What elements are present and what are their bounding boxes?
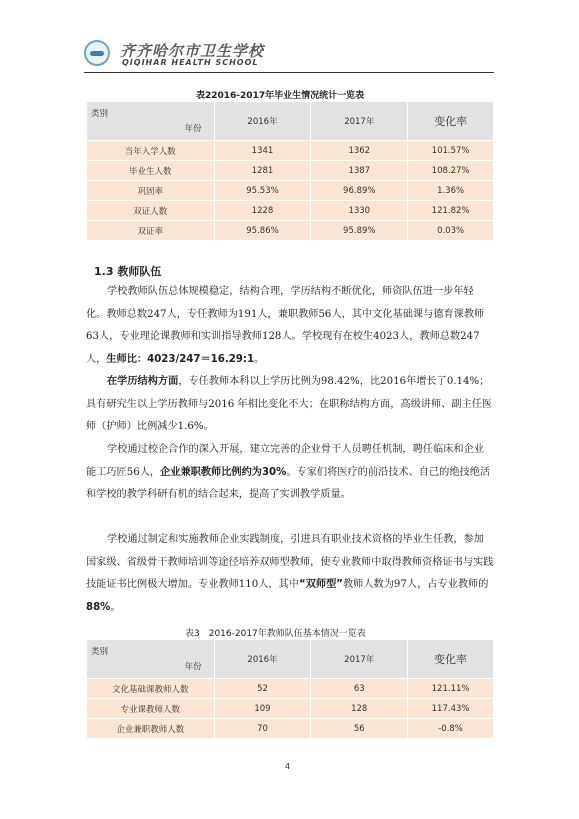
cell-2016: 95.86% [214,221,311,241]
school-name-cn: 齐齐哈尔市卫生学校 [120,42,265,60]
paragraph-1 [86,281,494,371]
cell-rate: 121.11% [408,679,494,699]
col-rate: 变化率 [408,102,494,141]
p4-mid: 教师人数为97人，占专业教师的 [342,579,489,590]
corner-year: 年份 [184,124,202,134]
cell-rate: 0.03% [408,221,494,241]
col-2017: 2017年 [311,102,408,141]
row-label: 专业课教师人数 [87,699,215,719]
cell-2016: 1341 [214,141,311,161]
table3-caption: 表3 2016-2017年教师队伍基本情况一览表 [185,629,366,639]
col-2016: 2016年 [214,102,311,141]
table-row [87,221,494,241]
row-label: 双证人数 [87,201,215,221]
cell-2016: 1281 [214,161,311,181]
table3-header-row [87,640,494,679]
cell-2017: 96.89% [311,181,408,201]
table-row [87,699,494,719]
cell-2017: 63 [311,679,408,699]
table2 [86,101,494,241]
cell-rate: 117.43% [408,699,494,719]
col-2017: 2017年 [311,640,408,679]
table2-caption: 表22016-2017年毕业生情况统计一览表 [196,91,365,101]
p1-bold: 生师比： [106,353,148,365]
row-label: 当年入学人数 [87,141,215,161]
cell-2016: 109 [214,699,311,719]
table-row [87,201,494,221]
p4-end: 。 [110,601,121,613]
row-label: 毕业生人数 [87,161,215,181]
p4-bold-2: 88% [86,601,111,613]
cell-2016: 95.53% [214,181,311,201]
section-heading: 1.3 教师队伍 [94,265,162,278]
table2-header-row [87,102,494,141]
p1-ratio: 4023/247＝16.29:1 [147,353,255,365]
paragraph-2 [86,371,494,439]
table-row [87,181,494,201]
p3-bold: 企业兼职教师比例约为30% [160,466,287,478]
cell-2017: 1387 [311,161,408,181]
cell-rate: 121.82% [408,201,494,221]
cell-2017: 1362 [311,141,408,161]
corner-year: 年份 [184,662,202,672]
page-header [84,38,494,72]
col-rate: 变化率 [408,640,494,679]
paragraph-3 [86,439,494,507]
p3-end: 。专家们将医疗的前沿技术、自己的绝技绝活和学校的教学科研有机的结合起来，提高了实训教学质量。 [86,466,491,500]
table-row [87,719,494,739]
p3-text: 学校通过校企合作的深入开展，建立完善的企业骨干人员聘任机制，聘任临床和企业能工巧匠56人， [86,444,484,478]
cell-2017: 95.89% [311,221,408,241]
p4-text: 学校通过制定和实施教师企业实践制度，引进具有职业技术资格的毕业生任教，参加国家级、省级骨干教师培训等途径培养双师型教师，使专业教师中取得教师资格证书与实践技能证书比例极大增加。专业教师110人，其中 [86,534,494,590]
row-label: 双证率 [87,221,215,241]
row-label: 巩固率 [87,181,215,201]
table2-corner [87,102,215,141]
header-divider [84,72,494,73]
p2-bold: 在学历结构方面 [107,376,179,387]
table-row [87,161,494,181]
row-label: 企业兼职教师人数 [87,719,215,739]
cell-rate: 108.27% [408,161,494,181]
p1-text: 学校教师队伍总体规模稳定，结构合理，学历结构不断优化，师资队伍进一步年轻化。教师总数247人，专任教师为191人，兼职教师56人，其中文化基础课与德育课教师63人，专业理论课教师和实训指导教师128人。学校现有在校生4023人，教师总数247人， [86,286,485,365]
school-logo-icon [84,40,110,66]
cell-rate: -0.8% [408,719,494,739]
cell-2017: 1330 [311,201,408,221]
corner-category: 类别 [91,647,109,657]
p1-end: 。 [254,353,265,365]
cell-rate: 1.36% [408,181,494,201]
paragraph-4 [86,529,494,619]
table-row [87,679,494,699]
table3 [86,639,494,739]
cell-rate: 101.57% [408,141,494,161]
col-2016: 2016年 [214,640,311,679]
cell-2016: 1228 [214,201,311,221]
page-number: 4 [285,762,291,771]
cell-2016: 70 [214,719,311,739]
cell-2016: 52 [214,679,311,699]
table-row [87,141,494,161]
cell-2017: 56 [311,719,408,739]
school-name-en: QIQIHAR HEALTH SCHOOL [122,58,259,67]
p2-text: ，专任教师本科以上学历比例为98.42%，比2016年增长了0.14%；具有研究生以上学历教师与2016 年相比变化不大；在职称结构方面，高级讲师、副主任医师（护师）比例减少1.6%。 [86,376,493,432]
corner-category: 类别 [91,109,109,119]
cell-2017: 128 [311,699,408,719]
row-label: 文化基础课教师人数 [87,679,215,699]
p4-bold-1: “双师型” [299,579,343,590]
table3-corner [87,640,215,679]
